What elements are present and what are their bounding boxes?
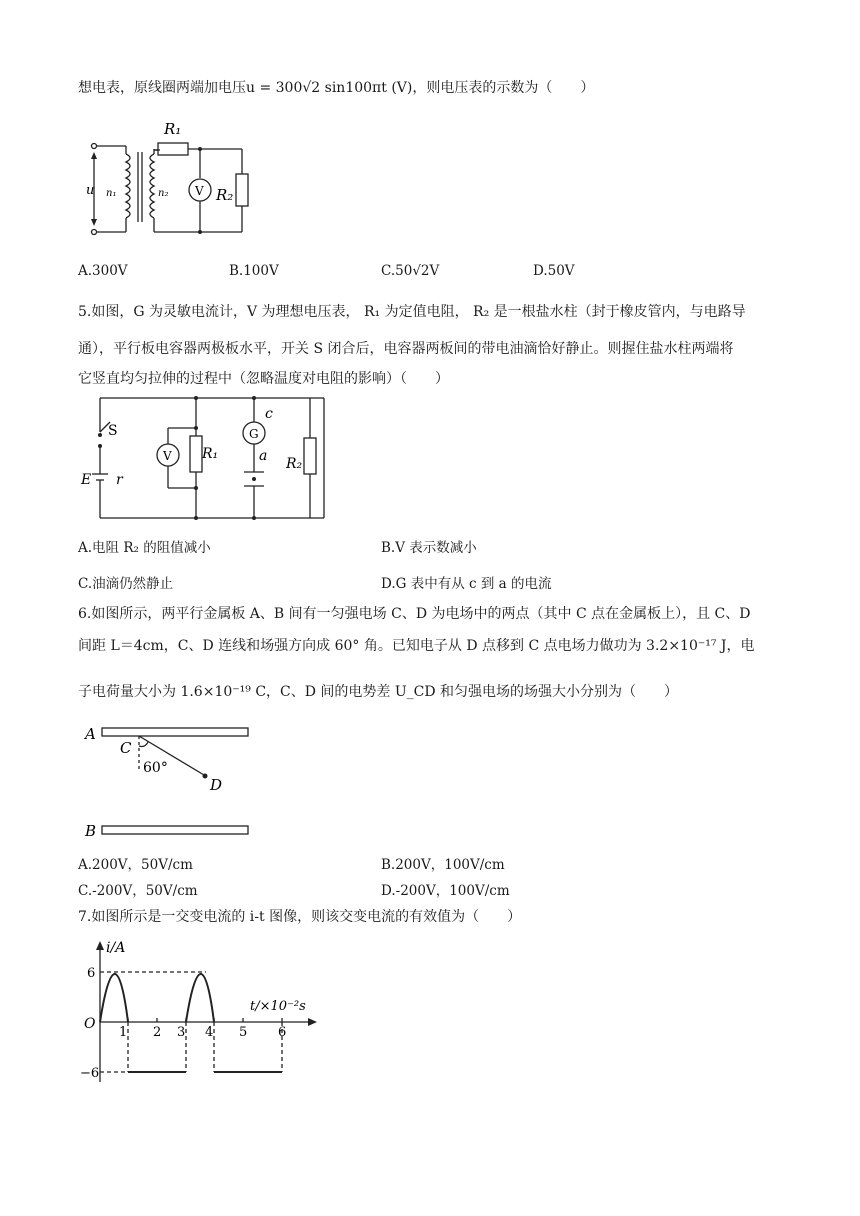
q5-option-a[interactable]: A.电阻 R₂ 的阻值减小 <box>78 540 211 556</box>
q5-label-c: c <box>265 406 273 422</box>
q6-label-a: A <box>85 725 96 743</box>
q5-label-a: a <box>259 448 268 464</box>
q7-stem: 7.如图所示是一交变电流的 i-t 图像，则该交变电流的有效值为（ ） <box>78 909 522 925</box>
q5-circuit-figure <box>78 392 328 522</box>
q5-option-b[interactable]: B.V 表示数减小 <box>381 540 477 556</box>
q7-xtick-3: 3 <box>177 1025 186 1040</box>
q7-xlabel: t/×10⁻²s <box>250 999 306 1014</box>
q7-xtick-5: 5 <box>239 1025 248 1040</box>
q5-label-r2: R₂ <box>286 456 303 472</box>
q4-label-v: V <box>195 184 204 198</box>
q4-label-r1: R₁ <box>164 120 182 138</box>
q7-ylabel: i/A <box>106 940 126 956</box>
q5-label-r: r <box>116 472 123 488</box>
q5-stem-line-3: 它竖直均匀拉伸的过程中（忽略温度对电阻的影响）（ ） <box>78 371 449 387</box>
q6-label-c: C <box>120 739 132 757</box>
q7-it-graph <box>80 938 320 1084</box>
q5-label-r1: R₁ <box>202 446 219 462</box>
q5-label-s: S <box>108 423 118 439</box>
q6-option-b[interactable]: B.200V，100V/cm <box>381 857 505 873</box>
q6-stem-line-1: 6.如图所示，两平行金属板 A、B 间有一匀强电场 C、D 为电场中的两点（其中 C 点在金属板上），且 C、D <box>78 606 751 622</box>
q7-origin: O <box>84 1016 96 1032</box>
q7-xtick-6: 6 <box>278 1025 287 1040</box>
q6-stem-line-3: 子电荷量大小为 1.6×10⁻¹⁹ C，C、D 间的电势差 U_CD 和匀强电场的场强大小分别为（ ） <box>78 684 679 700</box>
q4-option-c[interactable]: C.50√2V <box>381 263 440 279</box>
q7-xtick-4: 4 <box>205 1025 214 1040</box>
q5-label-v: V <box>163 449 172 463</box>
q6-label-angle: 60° <box>143 760 168 776</box>
q5-label-g: G <box>249 427 259 441</box>
q7-ytick-6: 6 <box>87 966 96 981</box>
q5-option-c[interactable]: C.油滴仍然静止 <box>78 576 174 592</box>
q4-option-d[interactable]: D.50V <box>533 263 575 279</box>
q4-transformer-figure <box>82 112 258 242</box>
q4-label-r2: R₂ <box>216 186 234 204</box>
q6-option-a[interactable]: A.200V，50V/cm <box>78 857 193 873</box>
q5-label-e: E <box>81 472 92 488</box>
q4-label-u: u <box>86 183 95 198</box>
q6-label-d: D <box>210 776 223 794</box>
q5-option-d[interactable]: D.G 表中有从 c 到 a 的电流 <box>381 576 552 592</box>
q4-option-a[interactable]: A.300V <box>78 263 128 279</box>
q4-label-n2: n₂ <box>158 188 169 199</box>
q7-xtick-1: 1 <box>119 1025 128 1040</box>
q4-option-b[interactable]: B.100V <box>229 263 279 279</box>
q6-label-b: B <box>85 822 97 840</box>
q6-option-c[interactable]: C.-200V，50V/cm <box>78 883 198 899</box>
q7-xtick-2: 2 <box>153 1025 162 1040</box>
q6-stem-line-2: 间距 L＝4cm，C、D 连线和场强方向成 60° 角。已知电子从 D 点移到 C 点电场力做功为 3.2×10⁻¹⁷ J，电 <box>78 638 755 654</box>
q5-stem-line-2: 通），平行板电容器两极板水平，开关 S 闭合后，电容器两板间的带电油滴恰好静止。则握住盐水柱两端将 <box>78 341 734 357</box>
q7-ytick-neg6: −6 <box>80 1066 100 1081</box>
q6-field-figure <box>82 720 254 844</box>
q4-label-n1: n₁ <box>106 188 117 199</box>
q5-stem-line-1: 5.如图，G 为灵敏电流计，V 为理想电压表， R₁ 为定值电阻， R₂ 是一根盐水柱（封于橡皮管内，与电路导 <box>78 304 746 320</box>
q4-stem: 想电表，原线圈两端加电压u = 300√2 sin100πt (V)，则电压表的示数为（ ） <box>78 80 595 96</box>
q6-option-d[interactable]: D.-200V，100V/cm <box>381 883 510 899</box>
